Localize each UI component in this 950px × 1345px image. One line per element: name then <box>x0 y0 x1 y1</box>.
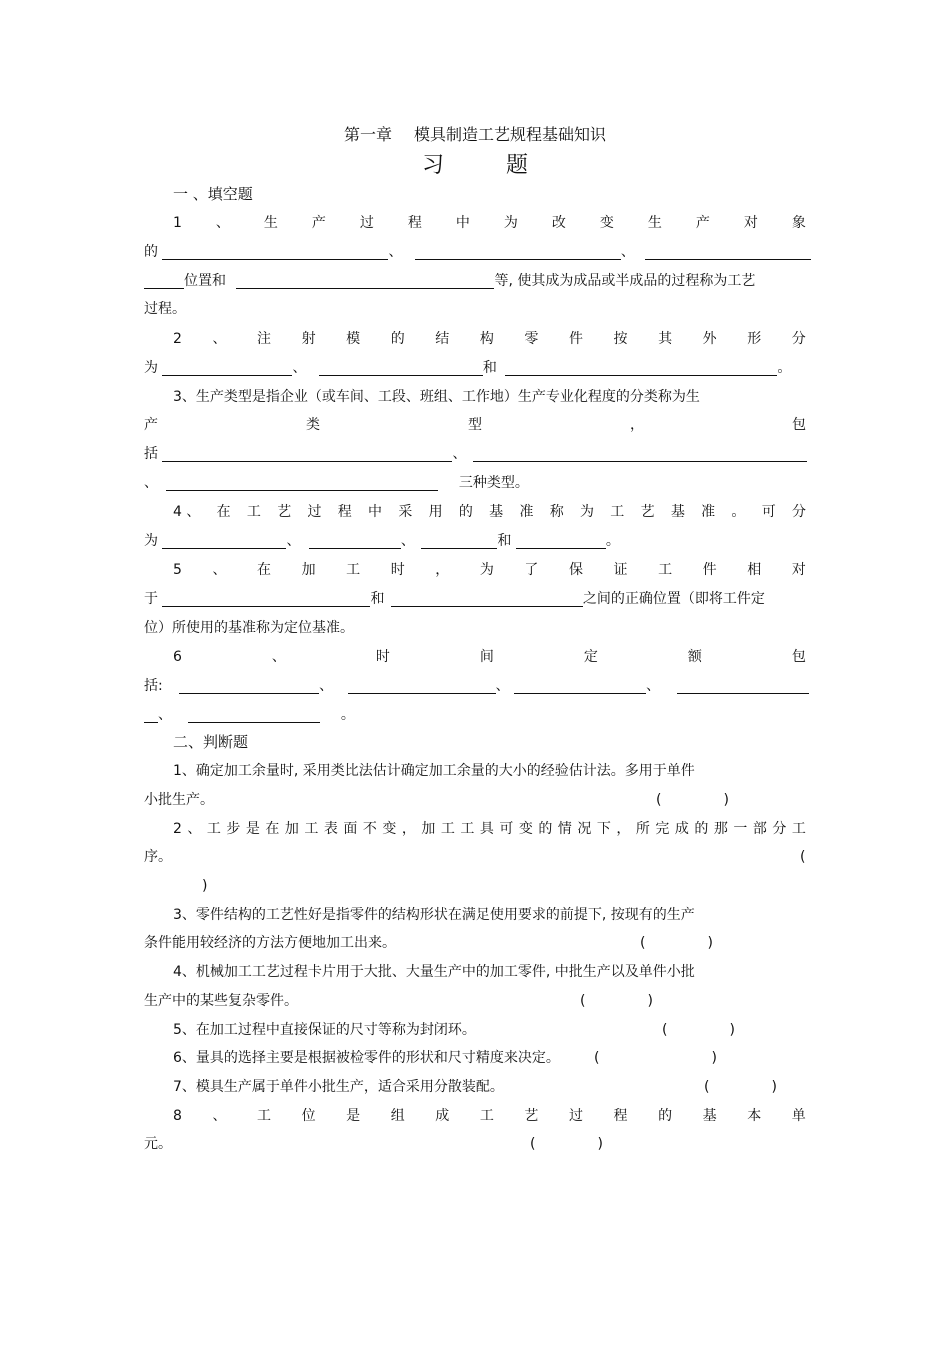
answer-paren[interactable]: ( ) <box>580 993 653 1009</box>
tf-q7-line-1 <box>173 1076 835 1098</box>
answer-blank[interactable] <box>144 272 184 289</box>
answer-paren[interactable]: ( ) <box>656 792 729 808</box>
separator: 、 <box>400 533 415 549</box>
q4-he: 和 <box>497 533 512 549</box>
q2-char: 、 <box>212 331 227 347</box>
q6-char: 、 <box>271 649 286 665</box>
q5-text: 之间的正确位置（即将工件定 <box>582 591 765 607</box>
tf-q2-text: 序。 <box>144 849 172 865</box>
tf-q6-text: 6、量具的选择主要是根据被检零件的形状和尺寸精度来决定。 <box>173 1050 560 1066</box>
answer-blank[interactable] <box>348 677 496 694</box>
q5-line-3: 位）所使用的基准称为定位基准。 <box>144 620 354 636</box>
q2-char: 的 <box>390 331 405 347</box>
tf-q4-text: 生产中的某些复杂零件。 <box>144 993 298 1009</box>
q2-line-2 <box>144 357 806 379</box>
q4-char: 艺 <box>640 504 655 520</box>
q2-char: 其 <box>658 331 673 347</box>
q3-end: 三种类型。 <box>458 475 529 491</box>
q1-text: 位置和 <box>184 273 226 289</box>
separator: 、 <box>452 446 467 462</box>
answer-blank[interactable] <box>391 590 583 607</box>
period: 。 <box>777 360 792 376</box>
q1-char: 为 <box>503 215 518 231</box>
answer-blank[interactable] <box>236 272 494 289</box>
q1-char: 产 <box>311 215 326 231</box>
q6-char: 6 <box>173 649 182 665</box>
q1-line-4: 过程。 <box>144 301 186 317</box>
q5-char: 时 <box>390 562 405 578</box>
separator: 、 <box>646 678 661 694</box>
q4-char: 程 <box>337 504 352 520</box>
q3-char: 型 <box>468 417 482 433</box>
q2-char: 射 <box>301 331 316 347</box>
q4-char: 在 <box>216 504 231 520</box>
q3-line-2 <box>144 414 806 436</box>
answer-paren[interactable]: ( ) <box>594 1050 717 1066</box>
q1-char: 1 <box>173 215 182 231</box>
q3-char: 包 <box>792 417 806 433</box>
answer-blank[interactable] <box>421 532 497 549</box>
period: 。 <box>340 707 355 723</box>
q5-char: 工 <box>658 562 673 578</box>
q2-char: 零 <box>524 331 539 347</box>
tf-q2-line-3 <box>144 875 806 897</box>
answer-paren-open[interactable]: ( <box>800 849 806 865</box>
q4-char: 分 <box>791 504 806 520</box>
q5-char: 、 <box>212 562 227 578</box>
tf-q7-text: 7、模具生产属于单件小批生产，适合采用分散装配。 <box>173 1079 504 1095</box>
q2-char: 构 <box>479 331 494 347</box>
tf-q3-text: 条件能用较经济的方法方便地加工出来。 <box>144 935 396 951</box>
exercise-title <box>0 148 950 179</box>
q2-char: 外 <box>702 331 717 347</box>
q1-char: 生 <box>647 215 662 231</box>
q1-char: 、 <box>215 215 230 231</box>
q5-char: 了 <box>524 562 539 578</box>
tf-q4-line-1: 4、机械加工工艺过程卡片用于大批、大量生产中的加工零件, 中批生产以及单件小批 <box>173 964 695 980</box>
q4-char: 称 <box>549 504 564 520</box>
tf-q1-line-2 <box>144 789 806 811</box>
answer-paren[interactable]: ( ) <box>530 1136 603 1152</box>
q5-char: 证 <box>613 562 628 578</box>
q3-line-1: 3、生产类型是指企业（或车间、工段、班组、工作地）生产专业化程度的分类称为生 <box>173 389 700 405</box>
answer-blank[interactable] <box>677 677 809 694</box>
answer-blank[interactable] <box>473 445 807 462</box>
q2-char: 注 <box>257 331 272 347</box>
q6-line-3 <box>144 704 806 726</box>
q2-char: 分 <box>791 331 806 347</box>
answer-blank[interactable] <box>514 677 646 694</box>
q4-char: 基 <box>489 504 504 520</box>
answer-blank[interactable] <box>144 706 158 723</box>
q4-char: 4 、 <box>173 504 201 520</box>
answer-blank[interactable] <box>505 359 777 376</box>
q4-char: 过 <box>307 504 322 520</box>
chapter-number: 第一章 <box>343 125 392 144</box>
q1-line-3 <box>144 270 806 292</box>
q4-char: 为 <box>580 504 595 520</box>
q3-line-4 <box>144 472 806 494</box>
q6-line-1 <box>173 646 806 668</box>
q4-char: 采 <box>398 504 413 520</box>
answer-blank[interactable] <box>162 359 292 376</box>
tf-q5-line-1 <box>173 1019 835 1041</box>
separator: 、 <box>388 244 403 260</box>
tf-q2-line-1: 2 、 工 步 是 在 加 工 表 面 不 变 ， 加 工 工 具 可 变 的 情 况 下 ， 所 完 成 的 那 一 部 分 工 <box>173 821 806 837</box>
q4-line-1 <box>173 501 806 523</box>
q6-char: 额 <box>687 649 702 665</box>
answer-blank[interactable] <box>516 532 606 549</box>
answer-blank[interactable] <box>162 243 388 260</box>
q6-kuo: 括: <box>144 678 163 694</box>
tf-q6-line-1 <box>173 1047 835 1069</box>
tf-q1-line-1: 1、确定加工余量时, 采用类比法估计确定加工余量的大小的经验估计法。多用于单件 <box>173 763 695 779</box>
q5-line-1 <box>173 559 806 581</box>
q4-char: 工 <box>246 504 261 520</box>
section-heading-true-false: 二、判断题 <box>173 733 249 751</box>
q1-char: 中 <box>455 215 470 231</box>
answer-paren[interactable]: ( ) <box>704 1079 777 1095</box>
q1-char: 改 <box>551 215 566 231</box>
q4-char: 工 <box>610 504 625 520</box>
q4-char: 可 <box>761 504 776 520</box>
separator: 、 <box>620 244 635 260</box>
q4-char: 用 <box>428 504 443 520</box>
q1-char: 产 <box>695 215 710 231</box>
answer-blank[interactable] <box>415 243 621 260</box>
answer-blank[interactable] <box>188 706 320 723</box>
q2-char: 形 <box>747 331 762 347</box>
q3-char: ， <box>630 417 644 433</box>
q3-char: 产 <box>144 417 158 433</box>
q5-char: 对 <box>791 562 806 578</box>
answer-paren[interactable]: ( ) <box>662 1022 735 1038</box>
q5-char: 工 <box>346 562 361 578</box>
answer-blank[interactable] <box>645 243 811 260</box>
tf-q3-line-1: 3、零件结构的工艺性好是指零件的结构形状在满足使用要求的前提下, 按现有的生产 <box>173 907 695 923</box>
q1-char: 生 <box>263 215 278 231</box>
tf-q8-line-2 <box>144 1133 806 1155</box>
q1-line-1 <box>173 212 806 234</box>
answer-blank[interactable] <box>179 677 319 694</box>
q5-char: 5 <box>173 562 182 578</box>
q6-char: 间 <box>479 649 494 665</box>
tf-q8-line-1: 8 、 工 位 是 组 成 工 艺 过 程 的 基 本 单 <box>173 1108 806 1124</box>
answer-paren-close[interactable]: ) <box>202 878 208 894</box>
tf-q5-text: 5、在加工过程中直接保证的尺寸等称为封闭环。 <box>173 1022 476 1038</box>
q4-wei: 为 <box>144 533 158 549</box>
q5-char: 相 <box>747 562 762 578</box>
separator: 、 <box>158 707 172 723</box>
answer-blank[interactable] <box>162 532 286 549</box>
q2-wei: 为 <box>144 360 158 376</box>
q1-text: 等, 使其成为成品或半成品的过程称为工艺 <box>494 273 756 289</box>
separator: 、 <box>144 475 158 491</box>
q6-char: 定 <box>583 649 598 665</box>
answer-blank[interactable] <box>166 474 438 491</box>
tf-q8-text: 元。 <box>144 1136 172 1152</box>
separator: 、 <box>292 360 307 376</box>
q4-char: 的 <box>458 504 473 520</box>
tf-q4-line-2 <box>144 990 806 1012</box>
q1-char: 过 <box>359 215 374 231</box>
exercise-title-char-1: 习 <box>421 153 444 178</box>
section-heading-fill-in: 一 、填空题 <box>173 185 253 203</box>
q3-kuo: 括 <box>144 446 158 462</box>
q1-line-2 <box>144 241 806 263</box>
chapter-name: 模具制造工艺规程基础知识 <box>414 125 607 144</box>
q1-char: 变 <box>599 215 614 231</box>
q1-char: 对 <box>743 215 758 231</box>
q1-de: 的 <box>144 244 158 260</box>
answer-paren[interactable]: ( ) <box>640 935 713 951</box>
separator: 、 <box>495 678 510 694</box>
tf-q1-text: 小批生产。 <box>144 792 214 808</box>
answer-blank[interactable] <box>162 590 370 607</box>
q3-line-3 <box>144 443 806 465</box>
q4-char: 准 <box>701 504 716 520</box>
q2-char: 2 <box>173 331 182 347</box>
q4-char: 。 <box>731 504 746 520</box>
q3-char: 类 <box>306 417 320 433</box>
q1-char: 象 <box>791 215 806 231</box>
q2-char: 模 <box>346 331 361 347</box>
q4-char: 艺 <box>277 504 292 520</box>
tf-q3-line-2 <box>144 932 806 954</box>
exercise-title-char-2: 题 <box>506 153 529 178</box>
q6-line-2 <box>144 675 806 697</box>
q2-char: 结 <box>435 331 450 347</box>
q1-char: 程 <box>407 215 422 231</box>
answer-blank[interactable] <box>319 359 483 376</box>
q4-line-2 <box>144 530 806 552</box>
q4-char: 准 <box>519 504 534 520</box>
q5-char: ， <box>435 562 450 578</box>
answer-blank[interactable] <box>162 445 452 462</box>
q2-line-1 <box>173 328 806 350</box>
q6-char: 包 <box>791 649 806 665</box>
tf-q2-line-2 <box>144 846 806 868</box>
q5-char: 在 <box>257 562 272 578</box>
q5-yu: 于 <box>144 591 158 607</box>
q5-line-2 <box>144 588 806 610</box>
q2-char: 按 <box>613 331 628 347</box>
chapter-title <box>0 122 950 145</box>
q4-char: 中 <box>368 504 383 520</box>
q5-char: 件 <box>702 562 717 578</box>
q5-char: 保 <box>568 562 583 578</box>
q5-he: 和 <box>370 591 385 607</box>
q2-char: 件 <box>568 331 583 347</box>
separator: 、 <box>286 533 301 549</box>
q4-char: 基 <box>670 504 685 520</box>
q2-he: 和 <box>482 360 497 376</box>
q5-char: 为 <box>479 562 494 578</box>
period: 。 <box>605 533 620 549</box>
separator: 、 <box>319 678 334 694</box>
answer-blank[interactable] <box>309 532 401 549</box>
q5-char: 加 <box>301 562 316 578</box>
q6-char: 时 <box>375 649 390 665</box>
